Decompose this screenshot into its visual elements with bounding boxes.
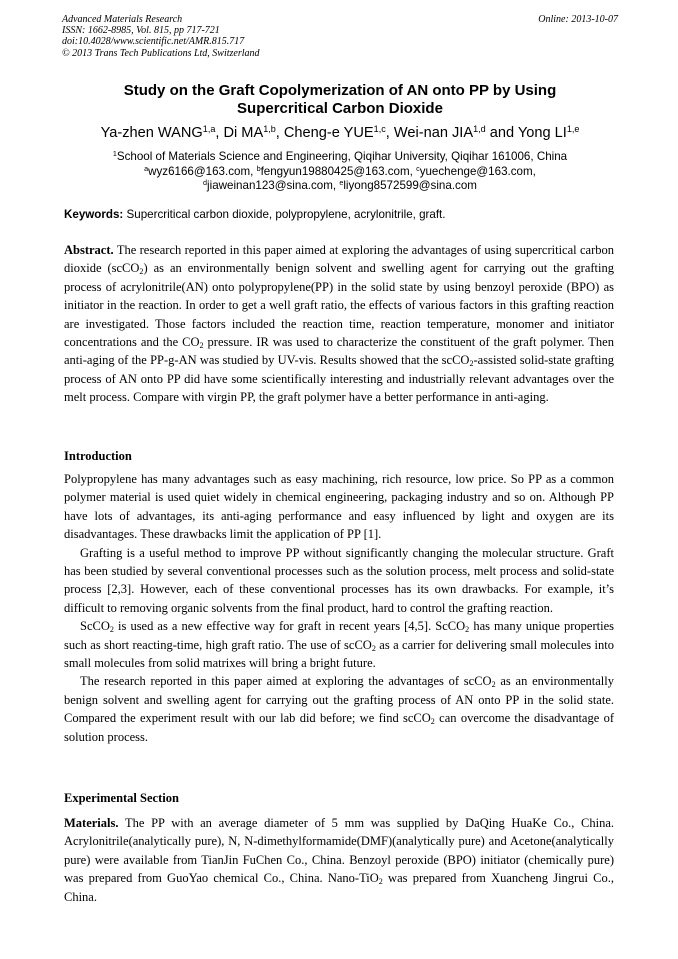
author-affiliation-mark: 1,a	[202, 124, 216, 135]
email-mark: a	[144, 163, 149, 173]
issn-line: ISSN: 1662-8985, Vol. 815, pp 717-721	[62, 25, 220, 37]
doi-line: doi:10.4028/www.scientific.net/AMR.815.717	[62, 36, 245, 48]
section-heading-introduction: Introduction	[64, 449, 132, 463]
author: Yong LI	[517, 125, 567, 141]
abstract-label: Abstract.	[64, 243, 114, 257]
copyright-line: © 2013 Trans Tech Publications Ltd, Switzerland	[62, 47, 260, 59]
author-separator: ,	[385, 125, 394, 141]
paragraph-text: ScCO	[80, 619, 110, 634]
keywords	[64, 208, 620, 222]
section-heading-experimental: Experimental Section	[64, 791, 179, 805]
paper-title	[62, 82, 618, 118]
introduction-body	[64, 470, 614, 746]
author: Di MA	[223, 125, 264, 141]
subscript: 2	[491, 680, 496, 690]
subscript: 2	[465, 625, 470, 635]
paragraph-text: as an environmentally benign solvent and swelling agent for carrying out the grafting process of AN onto PP in the solid state. Compared the experiment result with our lab did before; we find scCO	[64, 674, 614, 726]
email-separator: ,	[250, 164, 257, 178]
paragraph-text: as a carrier for delivering small molecules into small molecules from solid matrixes will bring a bright future.	[64, 637, 614, 671]
email-line	[40, 165, 640, 180]
subscript: 2	[109, 625, 114, 635]
affiliation-text: School of Materials Science and Engineering, Qiqihar University, Qiqihar 161006, China	[116, 150, 568, 163]
author-email: yuechenge@163.com	[419, 164, 533, 178]
paragraph: Polypropylene has many advantages such as easy machining, rich resource, low price. So PP as a common polymer material is used quiet widely in chemical engineering, packaging industry and so on. Although PP have lots of advantages, its anti-aging performance and easy influenced by light and oxygen are its disadvantages. These drawbacks limit the application of PP [1].	[64, 472, 614, 542]
abstract-text: ) as an environmentally benign solvent and swelling agent for carrying out the grafting process of acrylonitrile(AN) onto polypropylene(PP) in the solid state by using benzoyl peroxide (BPO) as initiator in the reaction. In order to get a well graft ratio, the effects of various factors in this grafting reaction are investigated. Those factors included the reaction time, reaction temperature, monomer and initiator concentrations and the CO	[64, 261, 614, 350]
subscript: 2	[371, 643, 376, 653]
title-line-1: Study on the Graft Copolymerization of AN onto PP by Using	[123, 82, 557, 99]
paragraph-text: was prepared from Xuancheng Jingrui Co., China.	[64, 871, 614, 904]
online-date: Online: 2013-10-07	[538, 14, 618, 25]
author-separator: ,	[215, 125, 224, 141]
paragraph	[64, 617, 614, 672]
affiliation-mark: 1	[112, 149, 117, 159]
paragraph-text: The PP with an average diameter of 5 mm was supplied by DaQing HuaKe Co., China. Acrylonitrile(analytically pure), N, N-dimethylformamide(DMF)(analytically pure) and Acetone(analytically pure) were available from TianJin FuChen Co., China. Benzoyl peroxide (BPO) initiator (chemically pure) was prepared from GuoYao chemical Co., China. Nano-TiO	[64, 816, 614, 886]
journal-header	[62, 14, 618, 59]
subscript: 2	[430, 717, 435, 727]
email-mark: c	[416, 163, 420, 173]
author-list	[40, 124, 640, 142]
subscript: 2	[139, 267, 144, 277]
title-line-2: Supercritical Carbon Dioxide	[237, 100, 443, 117]
paragraph-text: can overcome the disadvantage of solution process.	[64, 711, 614, 744]
keywords-text: Supercritical carbon dioxide, polypropylene, acrylonitrile, graft.	[126, 208, 446, 221]
author-separator: ,	[275, 125, 284, 141]
abstract-text: The research reported in this paper aimed at exploring the advantages of using supercritical carbon dioxide (scCO	[64, 243, 614, 276]
journal-name: Advanced Materials Research	[62, 14, 183, 25]
author-affiliation-mark: 1,e	[566, 124, 580, 135]
subscript: 2	[199, 341, 204, 351]
materials-label: Materials.	[64, 816, 119, 830]
email-mark: d	[203, 178, 208, 188]
email-mark: e	[339, 178, 344, 188]
email-separator: ,	[532, 164, 536, 178]
paragraph	[64, 672, 614, 746]
author: Cheng-e YUE	[283, 125, 374, 141]
materials-paragraph	[64, 814, 614, 906]
author-affiliation-mark: 1,d	[473, 124, 486, 135]
subscript: 2	[469, 359, 474, 369]
author-email: liyong8572599@sina.com	[343, 179, 477, 192]
email-line	[40, 179, 640, 194]
email-separator: ,	[409, 164, 417, 178]
author: Ya-zhen WANG	[100, 125, 203, 141]
paragraph: Grafting is a useful method to improve PP without significantly changing the molecular structure. Graft has been studied by several conventional processes such as the solution process, melt process and solid-state process [2,3]. However, each of these conventional processes has its own drawbacks. For example, it’s difficult to removing organic solvents from the final product, hard to control the grafting reaction.	[64, 545, 614, 615]
paragraph-text: has many unique properties such as short reacting-time, high graft ratio. The use of scCO	[64, 619, 614, 652]
author-separator: and	[485, 125, 518, 141]
affiliation-line	[40, 150, 640, 165]
paragraph-text: is used as a new effective way for graft in recent years [4,5]. ScCO	[113, 619, 466, 634]
author-email: fengyun19880425@163.com	[260, 164, 410, 178]
email-separator: ,	[332, 179, 340, 192]
keywords-label: Keywords:	[64, 208, 124, 221]
abstract	[64, 241, 614, 407]
affiliations	[40, 150, 640, 194]
email-mark: b	[256, 163, 261, 173]
author-affiliation-mark: 1,c	[373, 124, 386, 135]
author-email: jiaweinan123@sina.com	[207, 179, 333, 192]
author: Wei-nan JIA	[393, 125, 474, 141]
paragraph-text: The research reported in this paper aimed at exploring the advantages of scCO	[80, 674, 492, 689]
abstract-text: pressure. IR was used to characterize the constituent of the graft polymer. Then anti-aging of the PP-g-AN was studied by UV-vis. Results showed that the scCO	[64, 335, 614, 368]
author-affiliation-mark: 1,b	[263, 124, 276, 135]
author-email: wyz6166@163.com	[148, 164, 251, 178]
subscript: 2	[378, 877, 383, 887]
abstract-text: -assisted solid-state grafting process of AN onto PP did have some scientifically interesting and industrially relevant advantages over the melt process. Compare with virgin PP, the graft polymer have a better performance in anti-aging.	[64, 353, 614, 405]
